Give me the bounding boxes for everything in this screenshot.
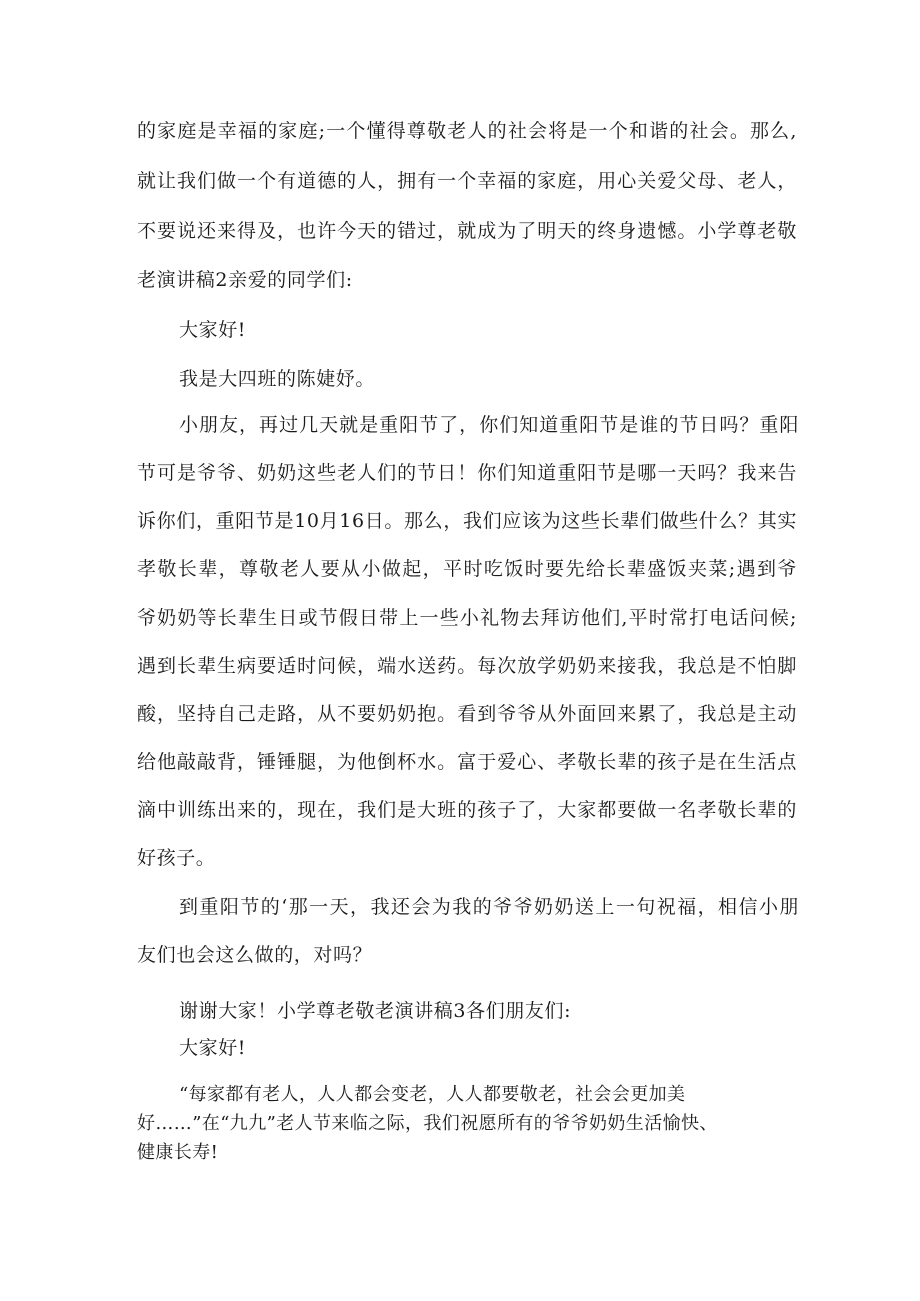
text-line: 节可是爷爷、奶奶这些老人们的节日！你们知道重阳节是哪一天吗？我来告 (137, 462, 797, 484)
text-line: 友们也会这么做的，对吗？ (137, 944, 373, 966)
text-line: 滴中训练出来的，现在，我们是大班的孩子了，大家都要做一名孝敬长辈的 (137, 799, 797, 821)
text-line: 小朋友，再过几天就是重阳节了，你们知道重阳节是谁的节日吗？重阳 (179, 414, 799, 436)
text-line: 给他敲敲背，锤锤腿，为他倒杯水。富于爱心、孝敬长辈的孩子是在生活点 (137, 751, 797, 773)
text-line: 遇到长辈生病要适时问候，端水送药。每次放学奶奶来接我，我总是不怕脚 (137, 655, 797, 677)
text-line: 好孩子。 (137, 847, 216, 869)
text-line: 孝敬长辈，尊敬老人要从小做起，平时吃饭时要先给长辈盛饭夹菜;遇到爷 (137, 558, 797, 580)
text-line: 谢谢大家！小学尊老敬老演讲稿3各们朋友们: (179, 1000, 572, 1022)
intro-line: 我是大四班的陈婕妤。 (179, 368, 376, 390)
text-line: “每家都有老人，人人都会变老，人人都要敬老，社会会更加美 (179, 1084, 686, 1105)
text-line: 的家庭是幸福的家庭;一个懂得尊敬老人的社会将是一个和谐的社会。那么, (137, 120, 797, 142)
greeting-line: 大家好! (179, 319, 247, 341)
text-line: 不要说还来得及，也许今天的错过，就成为了明天的终身遗憾。小学尊老敬 (137, 220, 797, 242)
text-line: 诉你们，重阳节是10月16日。那么，我们应该为这些长辈们做些什么？其实 (137, 510, 797, 532)
text-line: 就让我们做一个有道德的人，拥有一个幸福的家庭，用心关爱父母、老人， (137, 170, 797, 192)
text-line: 爷奶奶等长辈生日或节假日带上一些小礼物去拜访他们,平时常打电话问候; (137, 607, 797, 629)
text-line: 健康长寿! (137, 1142, 219, 1163)
text-line: 好……”在“九九”老人节来临之际，我们祝愿所有的爷爷奶奶生活愉快、 (137, 1113, 718, 1134)
greeting-line: 大家好! (179, 1037, 247, 1059)
text-line: 老演讲稿2亲爱的同学们: (137, 269, 353, 291)
text-line: 到重阳节的‘那一天，我还会为我的爷爷奶奶送上一句祝福，相信小朋 (179, 896, 799, 918)
text-line: 酸，坚持自己走路，从不要奶奶抱。看到爷爷从外面回来累了，我总是主动 (137, 703, 797, 725)
